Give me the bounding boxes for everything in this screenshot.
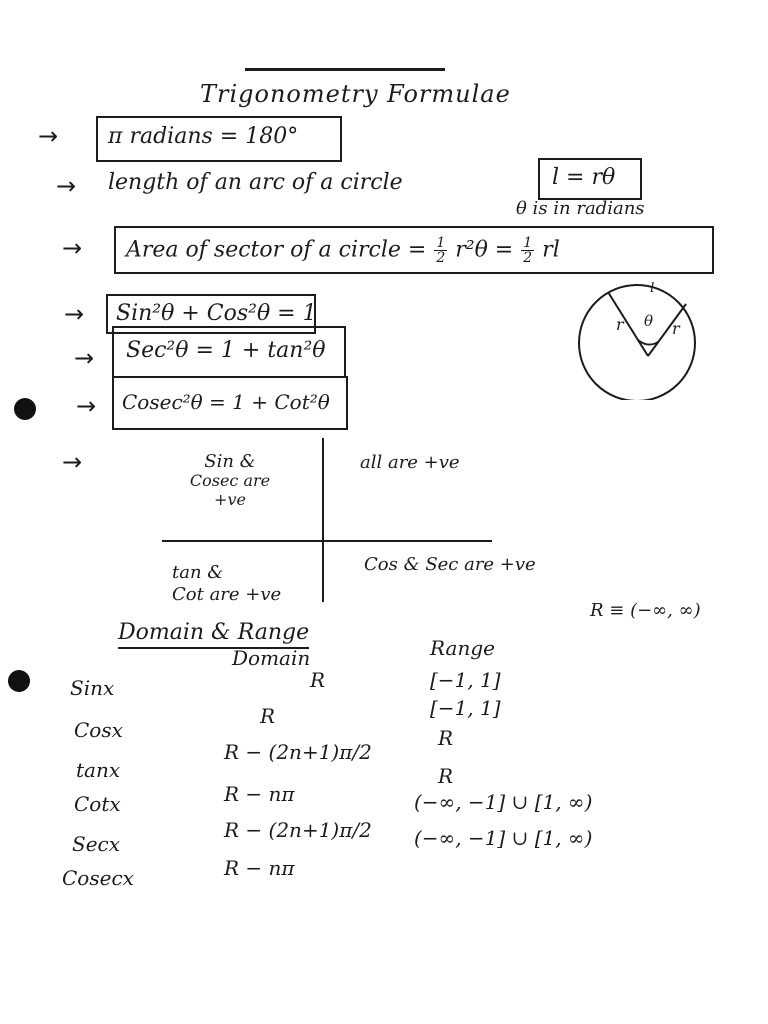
fraction-numerator: 1	[436, 235, 446, 251]
arc-length-label: length of an arc of a circle	[108, 170, 403, 195]
domain-value: R	[260, 704, 276, 728]
function-label: tanx	[76, 758, 121, 782]
quadrant-2-text	[170, 452, 290, 509]
punch-hole-upper	[14, 398, 36, 420]
identity-2-formula: Sec²θ = 1 + tan²θ	[126, 338, 326, 363]
sector-area-rl: rl	[542, 237, 560, 263]
identity-3-formula: Cosec²θ = 1 + Cot²θ	[122, 390, 330, 414]
quadrant-4-text: Cos & Sec are +ve	[364, 554, 536, 575]
top-rule	[245, 68, 445, 71]
radius-label-right: r	[672, 319, 680, 338]
function-label: Sinx	[70, 676, 115, 700]
range-value: (−∞, −1] ∪ [1, ∞)	[414, 790, 593, 814]
real-numbers-note: R ≡ (−∞, ∞)	[590, 600, 701, 621]
domain-value: R − nπ	[224, 782, 295, 806]
range-value: [−1, 1]	[430, 696, 501, 720]
domain-value: R − (2n+1)π/2	[224, 740, 372, 764]
sector-area-box	[114, 226, 714, 274]
arrow-icon: →	[38, 122, 59, 150]
fraction-denominator: 2	[436, 250, 446, 266]
half-fraction	[434, 236, 447, 265]
quadrant-1-text: all are +ve	[360, 452, 460, 473]
arc-length-formula: l = rθ	[552, 165, 616, 190]
identity-3-box	[112, 376, 348, 430]
quadrant-3-line-1: tan &	[172, 562, 224, 583]
quadrant-vertical-axis	[322, 438, 324, 602]
function-label: Secx	[72, 832, 121, 856]
arrow-icon: →	[64, 300, 85, 328]
domain-value: R	[310, 668, 326, 692]
quadrant-3-line-2: Cot are +ve	[172, 584, 282, 605]
function-label: Cosx	[74, 718, 123, 742]
fraction-denominator: 2	[523, 250, 533, 266]
sector-circle-diagram	[574, 282, 702, 400]
function-label: Cotx	[74, 792, 121, 816]
domain-value: R − (2n+1)π/2	[224, 818, 372, 842]
function-label: Cosecx	[62, 866, 134, 890]
identity-1-formula: Sin²θ + Cos²θ = 1	[116, 301, 317, 326]
quadrant-horizontal-axis	[162, 540, 492, 542]
range-value: (−∞, −1] ∪ [1, ∞)	[414, 826, 593, 850]
arrow-icon: →	[76, 392, 97, 420]
range-value: [−1, 1]	[430, 668, 501, 692]
range-header: Range	[430, 636, 495, 660]
arrow-icon: →	[62, 234, 83, 262]
domain-range-heading: Domain & Range	[118, 620, 309, 649]
arrow-icon: →	[62, 448, 83, 476]
arrow-icon: →	[74, 344, 95, 372]
range-value: R	[438, 726, 454, 750]
angle-label: θ	[644, 312, 654, 330]
sector-area-r2: r²θ =	[455, 237, 514, 263]
punch-hole-lower	[8, 670, 30, 692]
pi-radians-formula: π radians = 180°	[108, 124, 299, 149]
arc-length-note: θ is in radians	[516, 198, 645, 219]
identity-2-box	[112, 326, 346, 378]
page-title: Trigonometry Formulae	[200, 80, 511, 108]
pi-radians-box	[96, 116, 342, 162]
range-value: R	[438, 764, 454, 788]
arrow-icon: →	[56, 172, 77, 200]
fraction-numerator: 1	[523, 235, 533, 251]
quadrant-3-text	[172, 562, 281, 606]
half-fraction	[521, 236, 534, 265]
sector-area-label: Area of sector of a circle =	[126, 237, 427, 263]
domain-header: Domain	[232, 646, 311, 670]
arc-length-box	[538, 158, 642, 200]
quadrant-2-line-1: Sin &	[204, 451, 256, 472]
radius-label-left: r	[616, 315, 624, 334]
domain-value: R − nπ	[224, 856, 295, 880]
quadrant-2-line-2: Cosec are	[189, 471, 271, 490]
arc-label: l	[650, 282, 655, 296]
quadrant-2-line-3: +ve	[214, 490, 246, 509]
